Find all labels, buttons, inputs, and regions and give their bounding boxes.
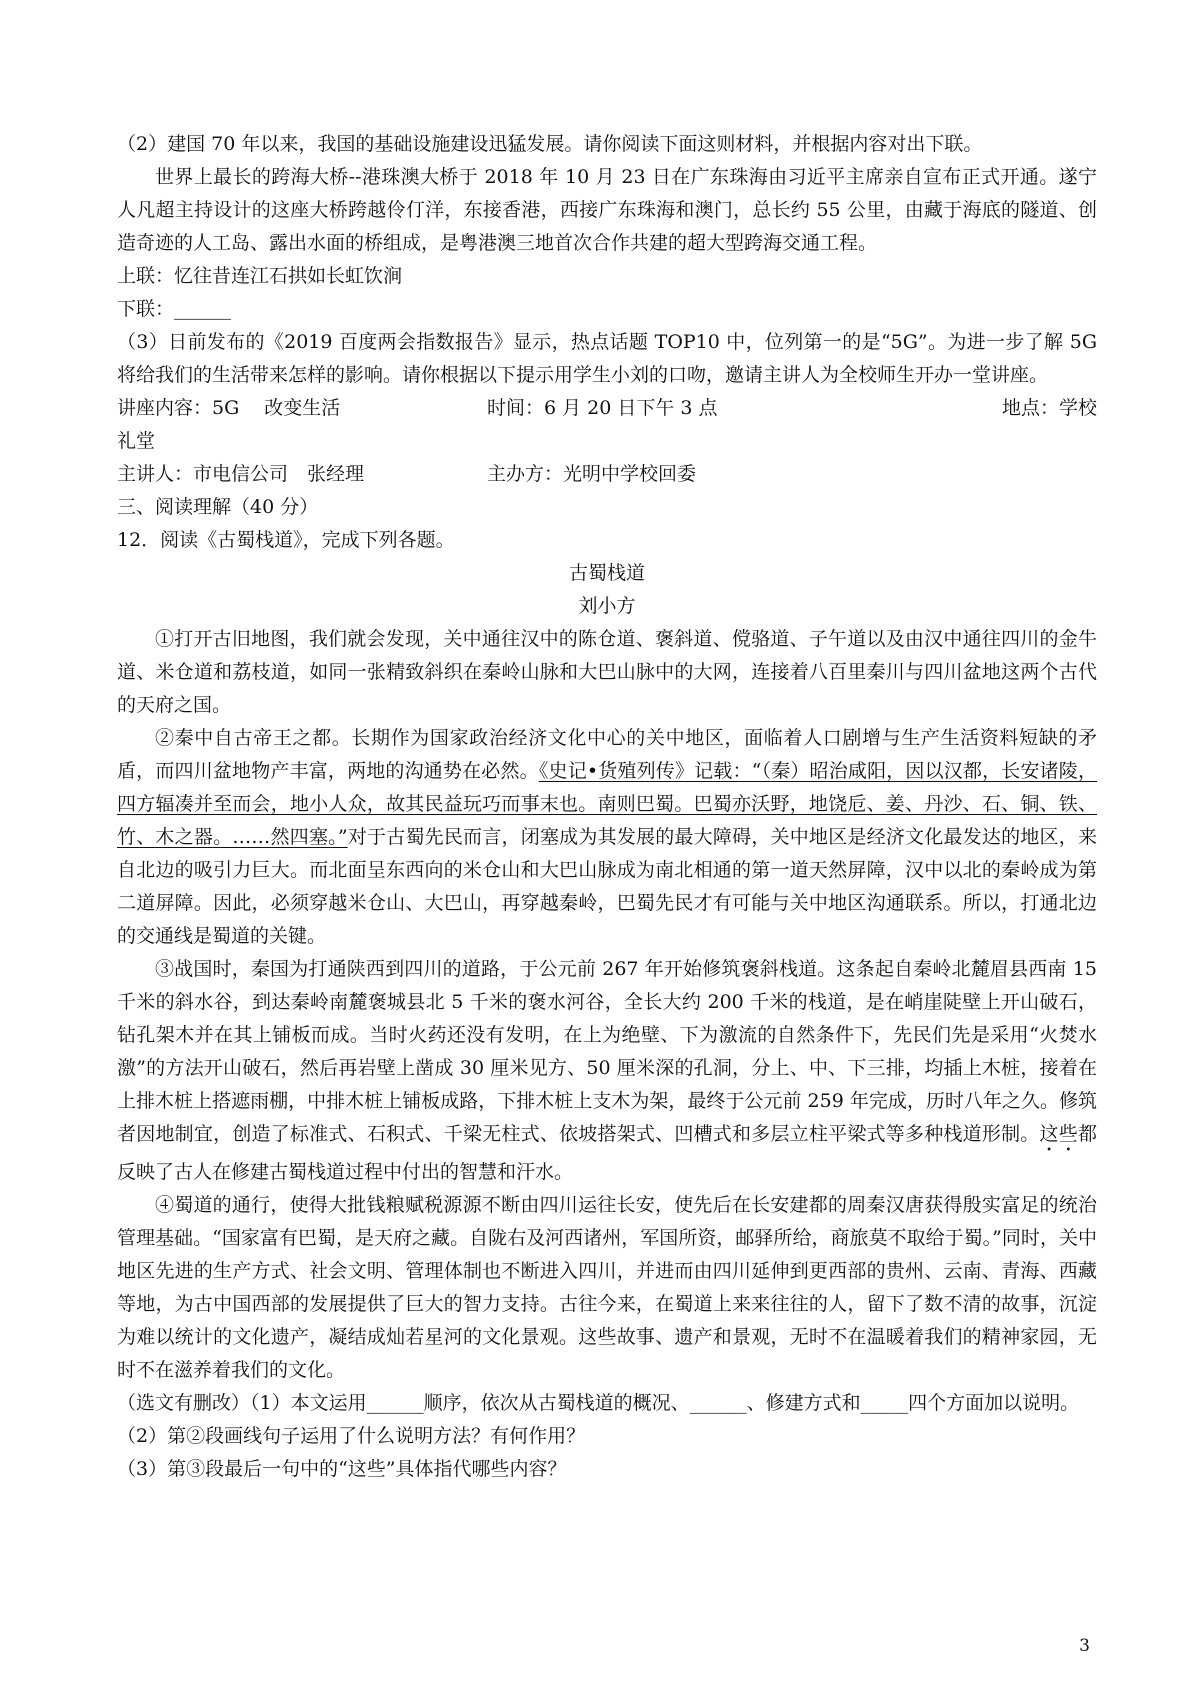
article-paragraph-4: ④蜀道的通行，使得大批钱粮赋税源源不断由四川运往长安，使先后在长安建都的周秦汉唐获得殷实富足的统治管理基础。“国家富有巴蜀，是天府之藏。自陇右及河西诸州，军国所资，邮驿所给，商旅莫不取给于蜀。”同时，关中地区先进的生产方式、社会文明、管理体制也不断进入四川，并进而由四川延伸到更西部的贵州、云南、青海、西藏等地，为古中国西部的发展提供了巨大的智力支持。古往今来，在蜀道上来来往往的人，留下了数不清的故事，沉淀为难以统计的文化遗产，凝结成灿若星河的文化景观。这些故事、遗产和景观，无时不在温暖着我们的精神家园，无时不在滋养着我们的文化。 [117, 1194, 1097, 1381]
upper-couplet-text: 忆往昔连江石拱如长虹饮涧 [174, 265, 403, 287]
lecture-info-row-1 [117, 392, 1097, 425]
paragraph-2-text-b: 对于古蜀先民而言，闭塞成为其发展的最大障碍，关中地区是经济文化最发达的地区，来自北边的吸引力巨大。而北面呈东西向的米仓山和大巴山脉成为南北相通的第一道天然屏障，汉中以北的秦岭成为第二道屏障。因此，必须穿越米仓山、大巴山，再穿越秦岭，巴蜀先民才有可能与关中地区沟通联系。所以，打通北边的交通线是蜀道的关键。 [117, 826, 1097, 947]
lower-couplet-label: 下联： [117, 298, 175, 320]
lecture-speaker: 主讲人：市电信公司 张经理 [117, 463, 365, 485]
sub-question-2: （2）第②段画线句子运用了什么说明方法？有何作用？ [117, 1425, 586, 1447]
lecture-content: 讲座内容：5G 改变生活 [117, 397, 341, 419]
paragraph-3-text-b: 都反映了古人在修建古蜀栈道过程中付出的智慧和汗水。 [117, 1123, 1097, 1183]
article-paragraph-1: ①打开古旧地图，我们就会发现，关中通往汉中的陈仓道、褒斜道、傥骆道、子午道以及由汉中通往四川的金牛道、米仓道和荔枝道，如同一张精致斜织在秦岭山脉和大巴山脉中的大网，连接着八百里秦川与四川盆地这两个古代的天府之国。 [117, 628, 1097, 716]
document-page [117, 128, 1097, 1486]
q2-prompt: （2）建国 70 年以来，我国的基础设施建设迅猛发展。请你阅读下面这则材料，并根据内容对出下联。 [117, 133, 983, 155]
lower-couplet [117, 293, 1097, 326]
question-12: 12．阅读《古蜀栈道》，完成下列各题。 [117, 529, 455, 551]
lecture-time: 时间：6 月 20 日下午 3 点 [487, 397, 718, 419]
sub-question-1: （选文有删改）（1）本文运用______顺序，依次从古蜀栈道的概况、______、修建方式和_____四个方面加以说明。 [117, 1392, 1080, 1414]
article-title: 古蜀栈道 [568, 562, 645, 584]
paragraph-2-text-a: ②秦中自古帝王之都。长期作为国家政治经济文化中心的关中地区，面临着人口剧增与生产生活资料短缺的矛盾，而四川盆地物产丰富，两地的沟通势在必然。 [117, 727, 1097, 782]
article-paragraph-2 [117, 722, 1097, 953]
underlined-quotation: 《史记•货殖列传》记载：“（秦）昭治咸阳，因以汉都，长安诸陵，四方辐凑并至而会，地小人众，故其民益玩巧而事末也。南则巴蜀。巴蜀亦沃野，地饶卮、姜、丹沙、石、铜、铁、竹、木之器。……然四塞。” [117, 760, 1097, 848]
lecture-info-row-2 [117, 458, 1097, 491]
paragraph-3-text-a: ③战国时，秦国为打通陕西到四川的道路，于公元前 267 年开始修筑褒斜栈道。这条起自秦岭北麓眉县西南 15 千米的斜水谷，到达秦岭南麓褒城县北 5 千米的褒水河谷，全长大约 200 千米的栈道，是在峭崖陡壁上开山破石，钻孔架木并在其上铺板而成。当时火药还没有发明，在上为绝壁、下为激流的自然条件下，先民们先是采用“火焚水激”的方法开山破石，然后再岩壁上凿成 30 厘米见方、50 厘米深的孔洞，分上、中、下三排，均插上木桩，接着在上排木桩上搭遮雨棚，中排木桩上铺板成路，下排木桩上支木为架，最终于公元前 259 年完成，历时八年之久。修筑者因地制宜，创造了标准式、石积式、千梁无柱式、依坡搭架式、凹槽式和多层立柱平梁式等多种栈道形制。 [117, 958, 1097, 1145]
section-heading: 三、阅读理解（40 分） [117, 496, 319, 518]
upper-couplet [117, 260, 1097, 293]
lecture-place: 地点：学校 [1001, 397, 1097, 419]
lower-couplet-blank: ______ [174, 298, 232, 320]
sub-question-3: （3）第③段最后一句中的“这些”具体指代哪些内容？ [117, 1458, 567, 1480]
q2-material: 世界上最长的跨海大桥--港珠澳大桥于 2018 年 10 月 23 日在广东珠海由习近平主席亲自宣布正式开通。遂宁人凡超主持设计的这座大桥跨越伶仃洋，东接香港，西接广东珠海和澳门，总长约 55 公里，由藏于海底的隧道、创造奇迹的人工岛、露出水面的桥组成，是粤港澳三地首次合作共建的超大型跨海交通工程。 [117, 166, 1097, 254]
page-number: 3 [1079, 1636, 1090, 1656]
q3-prompt: （3）日前发布的《2019 百度两会指数报告》显示，热点话题 TOP10 中，位列第一的是“5G”。为进一步了解 5G 将给我们的生活带来怎样的影响。请你根据以下提示用学生小刘的口吻，邀请主讲人为全校师生开办一堂讲座。 [117, 331, 1097, 386]
lecture-host: 主办方：光明中学校回委 [487, 463, 697, 485]
emphasized-term: 这些 [1039, 1123, 1078, 1145]
article-paragraph-3 [117, 953, 1097, 1189]
lecture-place-continued: 礼堂 [117, 430, 156, 452]
upper-couplet-label: 上联： [117, 265, 175, 287]
article-author: 刘小方 [578, 595, 636, 617]
